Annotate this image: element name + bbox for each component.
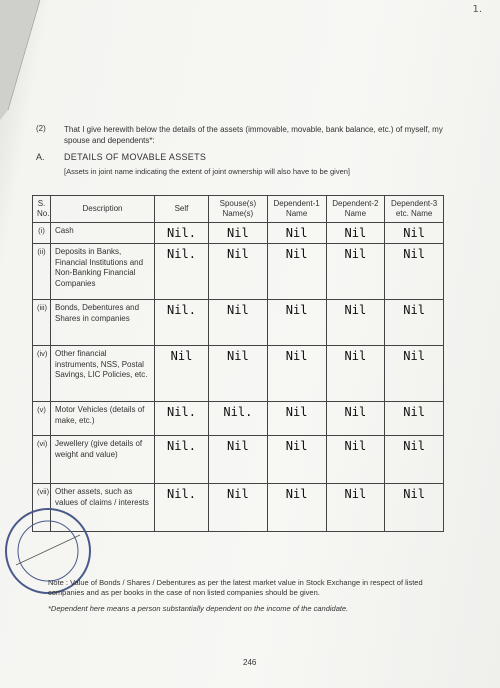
- value-dependent-2: Nil: [326, 484, 385, 532]
- header-description: Description: [51, 196, 155, 223]
- table-row: [33, 402, 444, 436]
- row-sno: (vii): [33, 484, 51, 532]
- header-dependent-2: Dependent-2 Name: [326, 196, 385, 223]
- value-spouse: Nil: [209, 223, 268, 244]
- value-self: Nil: [155, 346, 209, 402]
- header-sno: S. No.: [33, 196, 51, 223]
- table-row: [33, 223, 444, 244]
- row-description: Deposits in Banks, Financial Institutions and Non-Banking Financial Companies: [51, 244, 155, 300]
- value-dependent-3: Nil: [385, 484, 444, 532]
- value-dependent-1: Nil: [267, 300, 326, 346]
- movable-assets-table: [32, 195, 444, 532]
- row-sno: (iv): [33, 346, 51, 402]
- row-description: Motor Vehicles (details of make, etc.): [51, 402, 155, 436]
- value-dependent-1: Nil: [267, 244, 326, 300]
- section-title: DETAILS OF MOVABLE ASSETS: [64, 152, 207, 162]
- note-text: Note : Value of Bonds / Shares / Debentures as per the latest market value in Stock Exchange in respect of listed companies and as per books in the case of non listed companies should be given.: [48, 578, 423, 597]
- value-self: Nil.: [155, 484, 209, 532]
- row-description: Other assets, such as values of claims / interests: [51, 484, 155, 532]
- value-dependent-1: Nil: [267, 223, 326, 244]
- value-self: Nil.: [155, 436, 209, 484]
- row-sno: (iii): [33, 300, 51, 346]
- value-dependent-2: Nil: [326, 300, 385, 346]
- header-dependent-1: Dependent-1 Name: [267, 196, 326, 223]
- row-description: Cash: [51, 223, 155, 244]
- value-dependent-2: Nil: [326, 244, 385, 300]
- intro-text: That I give herewith below the details of the assets (immovable, movable, bank balance, etc.) of myself, my spouse and dependents*:: [64, 125, 443, 145]
- row-sno: (v): [33, 402, 51, 436]
- section-letter: A.: [36, 152, 45, 162]
- value-dependent-2: Nil: [326, 223, 385, 244]
- value-dependent-3: Nil: [385, 300, 444, 346]
- value-spouse: Nil: [209, 436, 268, 484]
- row-sno: (vi): [33, 436, 51, 484]
- corner-mark: 1.: [472, 4, 482, 15]
- value-dependent-3: Nil: [385, 436, 444, 484]
- value-dependent-1: Nil: [267, 484, 326, 532]
- table-header-row: [33, 196, 444, 223]
- row-sno: (ii): [33, 244, 51, 300]
- header-self: Self: [155, 196, 209, 223]
- header-spouse: Spouse(s) Name(s): [209, 196, 268, 223]
- value-dependent-1: Nil: [267, 346, 326, 402]
- section-subtitle: [Assets in joint name indicating the extent of joint ownership will also have to be given]: [64, 167, 350, 176]
- row-description: Bonds, Debentures and Shares in companies: [51, 300, 155, 346]
- paper-fold-shadow: [0, 0, 60, 120]
- table-row: [33, 436, 444, 484]
- value-spouse: Nil: [209, 300, 268, 346]
- value-dependent-3: Nil: [385, 402, 444, 436]
- table-row: [33, 484, 444, 532]
- value-spouse: Nil: [209, 346, 268, 402]
- value-dependent-2: Nil: [326, 346, 385, 402]
- value-spouse: Nil: [209, 484, 268, 532]
- value-dependent-2: Nil: [326, 402, 385, 436]
- value-dependent-3: Nil: [385, 346, 444, 402]
- header-dependent-3: Dependent-3 etc. Name: [385, 196, 444, 223]
- row-description: Jewellery (give details of weight and value): [51, 436, 155, 484]
- row-description: Other financial instruments, NSS, Postal Savings, LIC Policies, etc.: [51, 346, 155, 402]
- value-self: Nil.: [155, 223, 209, 244]
- row-sno: (i): [33, 223, 51, 244]
- table-row: [33, 300, 444, 346]
- table-row: [33, 346, 444, 402]
- value-self: Nil.: [155, 300, 209, 346]
- value-spouse: Nil.: [209, 402, 268, 436]
- value-spouse: Nil: [209, 244, 268, 300]
- value-dependent-3: Nil: [385, 223, 444, 244]
- dependent-footnote: *Dependent here means a person substantially dependent on the income of the candidate.: [48, 604, 349, 613]
- intro-number: (2): [36, 124, 46, 133]
- value-self: Nil.: [155, 244, 209, 300]
- value-dependent-2: Nil: [326, 436, 385, 484]
- value-self: Nil.: [155, 402, 209, 436]
- value-dependent-1: Nil: [267, 402, 326, 436]
- page-number: 246: [243, 658, 257, 667]
- table-row: [33, 244, 444, 300]
- value-dependent-1: Nil: [267, 436, 326, 484]
- value-dependent-3: Nil: [385, 244, 444, 300]
